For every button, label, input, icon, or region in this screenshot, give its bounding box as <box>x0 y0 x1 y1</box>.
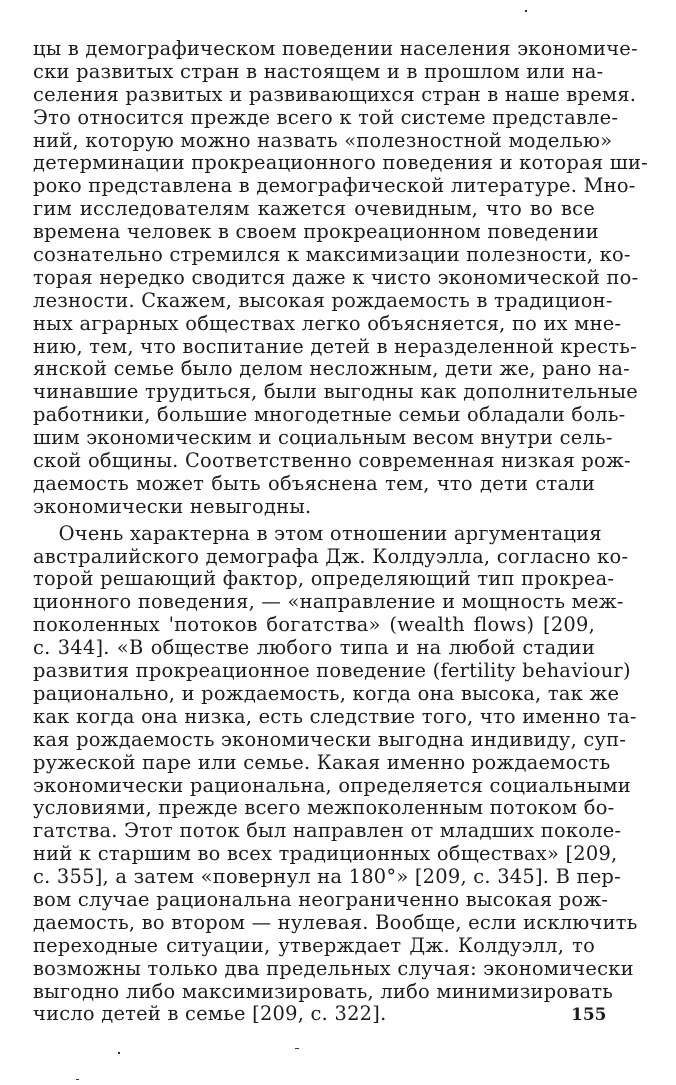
text-line: шим экономическим и социальным весом внутри сель- <box>33 426 613 450</box>
text-line: австралийского демографа Дж. Колдуэлла, согласно ко- <box>33 544 629 568</box>
scan-speck <box>118 1052 120 1054</box>
text-line: экономически рациональна, определяется социальными <box>33 773 631 797</box>
text-line: возможны только два предельных случая: экономически <box>33 956 634 980</box>
text-line: переходные ситуации, утверждает Дж. Колдуэлл, то <box>33 933 595 957</box>
text-line: ски развитых стран в настоящем и в прошлом или на- <box>33 59 604 83</box>
text-line: вом случае рациональна неограниченно высокая рож- <box>33 887 609 911</box>
text-line: работники, большие многодетные семьи обладали боль- <box>33 403 626 427</box>
text-line: поколенных 'потоков богатства» (wealth flows) [209, <box>33 613 595 637</box>
text-line: гим исследователям кажется очевидным, что во все <box>33 197 595 221</box>
text-line: число детей в семье [209, с. 322]. <box>33 1002 387 1026</box>
text-line: торая нередко сводится даже к чисто экономической по- <box>33 265 639 289</box>
paragraph <box>33 521 638 1027</box>
text-line: Это относится прежде всего к той системе представле- <box>33 105 619 129</box>
text-line: Очень характерна в этом отношении аргументация <box>33 521 602 545</box>
text-line: роко представлена в демографической литературе. Мно- <box>33 174 636 198</box>
body-text <box>33 37 648 1026</box>
text-line: времена человек в своем прокреационном поведении <box>33 220 599 244</box>
text-line: ружеской паре или семье. Какая именно рождаемость <box>33 750 611 774</box>
text-line: даемость может быть объяснена тем, что дети стали <box>33 471 595 495</box>
text-line: с. 355], а затем «повернул на 180°» [209, с. 345]. В пер- <box>33 865 621 889</box>
text-line: как когда она низка, есть следствие того, что именно та- <box>33 704 637 728</box>
text-line: условиями, прежде всего межпоколенным потоком бо- <box>33 796 615 820</box>
text-line: детерминации прокреационного поведения и которая ши- <box>33 151 648 175</box>
text-line: торой решающий фактор, определяющий тип прокреа- <box>33 567 615 591</box>
text-line: селения развитых и развивающихся стран в наше время. <box>33 82 637 106</box>
text-line: кая рождаемость экономически выгодна индивиду, суп- <box>33 727 627 751</box>
text-line: лезности. Скажем, высокая рождаемость в традицион- <box>33 288 613 312</box>
text-line: цы в демографическом поведении населения экономиче- <box>33 37 638 60</box>
text-line: выгодно либо максимизировать, либо минимизировать <box>33 979 614 1003</box>
text-line: ний, которую можно назвать «полезностной моделью» <box>33 128 613 152</box>
text-line: нию, тем, что воспитание детей в неразделенной кресть- <box>33 334 637 358</box>
text-line: ний к старшим во всех традиционных обществах» [209, <box>33 842 618 866</box>
scan-speck <box>525 10 527 12</box>
text-line: ных аграрных обществах легко объясняется, по их мне- <box>33 311 622 335</box>
text-line: с. 344]. «В обществе любого типа и на любой стадии <box>33 636 595 660</box>
text-line: ской общины. Соответственно современная низкая рож- <box>33 449 631 473</box>
scan-speck <box>295 1048 299 1049</box>
text-line: гатства. Этот поток был направлен от младших поколе- <box>33 819 622 843</box>
page-number: 155 <box>571 1005 607 1025</box>
text-line: развития прокреационное поведение (fertility behaviour) <box>33 659 631 683</box>
paragraph <box>33 37 648 519</box>
text-line: рационально, и рождаемость, когда она высока, так же <box>33 681 620 705</box>
text-line: янской семье было делом несложным, дети же, рано на- <box>33 357 630 381</box>
text-line: экономически невыгодны. <box>33 494 312 518</box>
scan-speck <box>76 1079 79 1080</box>
text-line: даемость, во втором — нулевая. Вообще, если исключить <box>33 910 638 934</box>
text-line: сознательно стремился к максимизации полезности, ко- <box>33 243 631 267</box>
text-line: ционного поведения, — «направление и мощность меж- <box>33 590 624 614</box>
text-line: чинавшие трудиться, были выгодны как дополнительные <box>33 380 639 404</box>
